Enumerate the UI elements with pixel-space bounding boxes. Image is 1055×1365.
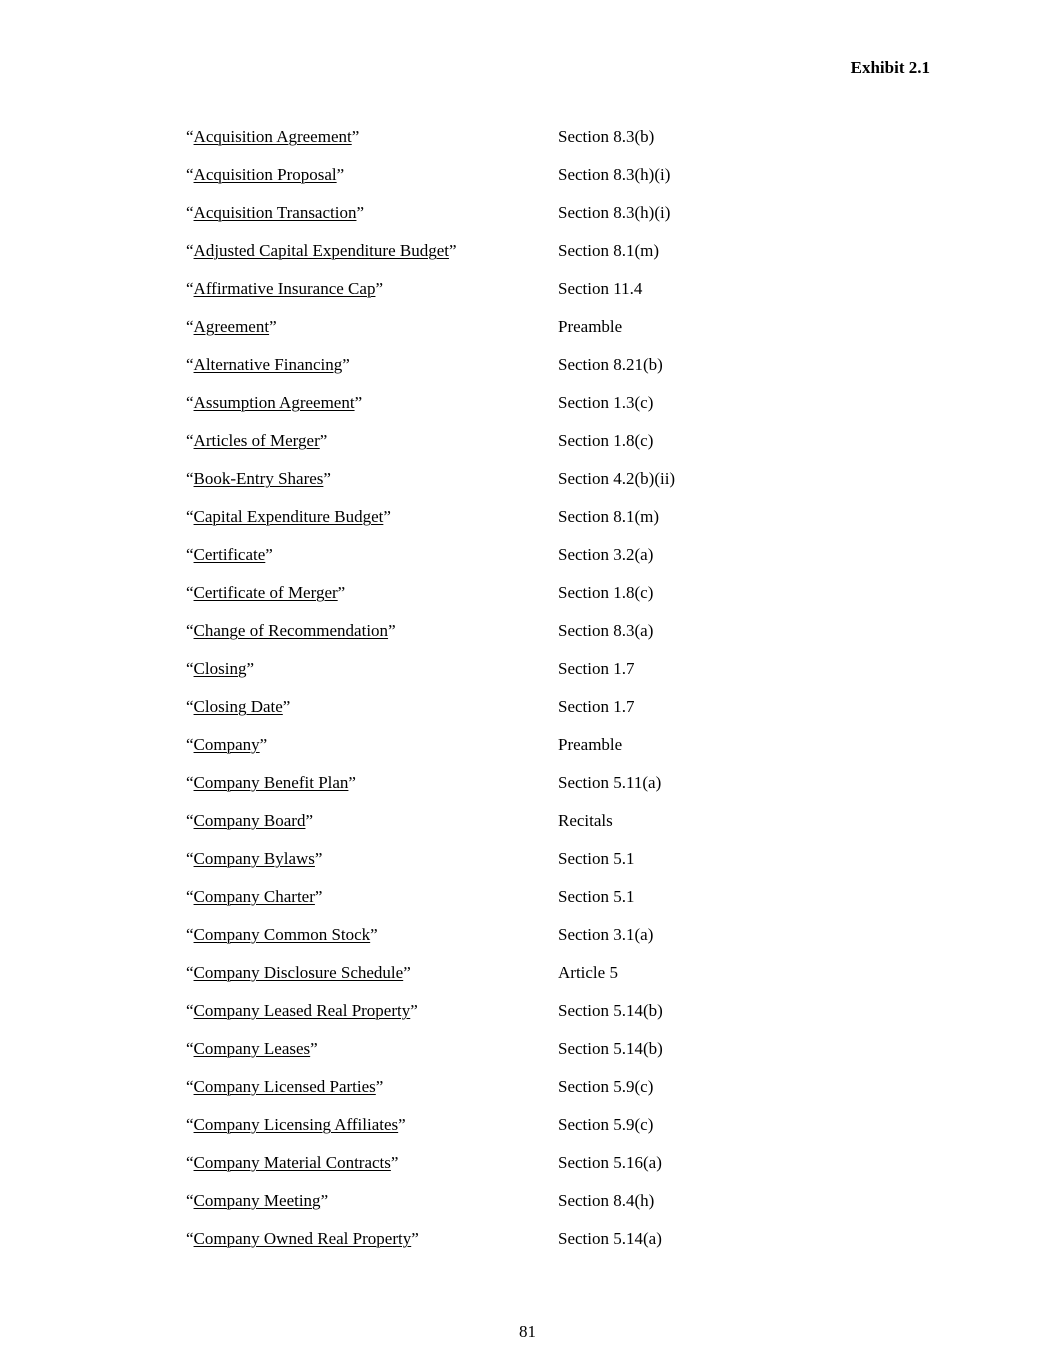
close-quote: ” [337, 583, 346, 602]
close-quote: ” [310, 1039, 318, 1058]
open-quote: “ [186, 1077, 194, 1096]
term-text: Company Common Stock [193, 925, 371, 944]
close-quote: ” [356, 203, 365, 222]
section-reference: Section 3.2(a) [558, 545, 654, 564]
open-quote: “ [186, 393, 194, 412]
close-quote: ” [383, 507, 391, 526]
open-quote: “ [186, 1115, 194, 1134]
open-quote: “ [186, 431, 194, 450]
term-row [186, 840, 886, 878]
term-text: Acquisition Agreement [193, 127, 352, 146]
term-row [186, 650, 886, 688]
defined-term [186, 581, 558, 605]
section-reference: Section 1.3(c) [558, 393, 654, 412]
section-reference: Preamble [558, 317, 623, 336]
close-quote: ” [246, 659, 254, 678]
close-quote: ” [448, 241, 457, 260]
section-reference: Section 11.4 [558, 279, 643, 298]
close-quote: ” [390, 1153, 399, 1172]
defined-term [186, 239, 558, 263]
section-reference: Section 8.3(h)(i) [558, 165, 671, 184]
term-text: Company Licensing Affiliates [193, 1115, 399, 1134]
term-row [186, 688, 886, 726]
defined-term [186, 1113, 558, 1137]
open-quote: “ [186, 621, 194, 640]
section-reference: Section 8.1(m) [558, 507, 660, 526]
term-text: Acquisition Proposal [193, 165, 337, 184]
defined-term [186, 1075, 558, 1099]
section-reference: Section 4.2(b)(ii) [558, 469, 676, 488]
close-quote: ” [323, 469, 331, 488]
section-reference: Section 1.7 [558, 697, 635, 716]
term-text: Alternative Financing [193, 355, 343, 374]
defined-term [186, 1151, 558, 1175]
open-quote: “ [186, 127, 194, 146]
term-text: Adjusted Capital Expenditure Budget [193, 241, 449, 260]
defined-term [186, 315, 558, 339]
section-reference: Section 5.14(b) [558, 1039, 663, 1058]
defined-term [186, 1227, 558, 1251]
close-quote: ” [265, 545, 273, 564]
term-row [186, 612, 886, 650]
term-row [186, 384, 886, 422]
term-text: Company Owned Real Property [193, 1229, 412, 1248]
term-row [186, 460, 886, 498]
term-row [186, 270, 886, 308]
open-quote: “ [186, 697, 194, 716]
close-quote: ” [375, 279, 383, 298]
term-text: Change of Recommendation [193, 621, 389, 640]
open-quote: “ [186, 659, 194, 678]
defined-terms-index [186, 118, 886, 1258]
open-quote: “ [186, 469, 194, 488]
term-row [186, 916, 886, 954]
open-quote: “ [186, 811, 194, 830]
open-quote: “ [186, 773, 194, 792]
open-quote: “ [186, 849, 194, 868]
section-reference: Section 1.8(c) [558, 431, 654, 450]
close-quote: ” [351, 127, 360, 146]
open-quote: “ [186, 1039, 194, 1058]
section-reference: Section 5.14(b) [558, 1001, 663, 1020]
open-quote: “ [186, 317, 194, 336]
open-quote: “ [186, 735, 194, 754]
defined-term [186, 1189, 558, 1213]
close-quote: ” [342, 355, 350, 374]
term-text: Capital Expenditure Budget [193, 507, 384, 526]
term-row [186, 232, 886, 270]
section-reference: Section 8.21(b) [558, 355, 663, 374]
close-quote: ” [269, 317, 277, 336]
term-row [186, 992, 886, 1030]
section-reference: Section 5.14(a) [558, 1229, 662, 1248]
defined-term [186, 163, 558, 187]
section-reference: Section 5.1 [558, 887, 635, 906]
section-reference: Section 1.7 [558, 659, 635, 678]
term-text: Company Charter [193, 887, 315, 906]
term-text: Certificate of Merger [193, 583, 338, 602]
defined-term [186, 429, 558, 453]
open-quote: “ [186, 241, 194, 260]
section-reference: Article 5 [558, 963, 618, 982]
close-quote: ” [305, 811, 313, 830]
close-quote: ” [336, 165, 345, 184]
defined-term [186, 125, 558, 149]
term-row [186, 802, 886, 840]
defined-term [186, 923, 558, 947]
defined-term [186, 619, 558, 643]
open-quote: “ [186, 1229, 194, 1248]
term-row [186, 156, 886, 194]
close-quote: ” [282, 697, 291, 716]
term-text: Company Disclosure Schedule [193, 963, 404, 982]
defined-term [186, 657, 558, 681]
term-row [186, 1068, 886, 1106]
open-quote: “ [186, 545, 194, 564]
open-quote: “ [186, 1001, 194, 1020]
close-quote: ” [320, 1191, 329, 1210]
term-text: Company Material Contracts [193, 1153, 391, 1172]
defined-term [186, 201, 558, 225]
close-quote: ” [403, 963, 411, 982]
defined-term [186, 771, 558, 795]
section-reference: Preamble [558, 735, 623, 754]
open-quote: “ [186, 925, 194, 944]
term-row [186, 1182, 886, 1220]
open-quote: “ [186, 165, 194, 184]
term-row [186, 954, 886, 992]
term-text: Company Meeting [193, 1191, 321, 1210]
section-reference: Section 5.1 [558, 849, 635, 868]
term-text: Company Leased Real Property [193, 1001, 411, 1020]
section-reference: Section 8.1(m) [558, 241, 660, 260]
term-row [186, 1030, 886, 1068]
defined-term [186, 277, 558, 301]
section-reference: Section 5.9(c) [558, 1115, 654, 1134]
defined-term [186, 543, 558, 567]
term-text: Book-Entry Shares [193, 469, 324, 488]
open-quote: “ [186, 963, 194, 982]
defined-term [186, 467, 558, 491]
section-reference: Section 8.3(a) [558, 621, 654, 640]
defined-term [186, 695, 558, 719]
section-reference: Section 8.4(h) [558, 1191, 655, 1210]
close-quote: ” [398, 1115, 406, 1134]
term-row [186, 346, 886, 384]
open-quote: “ [186, 1153, 194, 1172]
term-text: Agreement [193, 317, 270, 336]
term-row [186, 118, 886, 156]
close-quote: ” [259, 735, 268, 754]
close-quote: ” [411, 1229, 419, 1248]
term-row [186, 308, 886, 346]
term-text: Acquisition Transaction [193, 203, 357, 222]
section-reference: Section 8.3(h)(i) [558, 203, 671, 222]
term-text: Company Benefit Plan [193, 773, 349, 792]
section-reference: Section 1.8(c) [558, 583, 654, 602]
defined-term [186, 847, 558, 871]
term-text: Company Leases [193, 1039, 311, 1058]
section-reference: Section 5.16(a) [558, 1153, 662, 1172]
open-quote: “ [186, 887, 194, 906]
term-text: Closing [193, 659, 247, 678]
section-reference: Recitals [558, 811, 613, 830]
term-row [186, 1106, 886, 1144]
close-quote: ” [388, 621, 396, 640]
term-row [186, 1144, 886, 1182]
close-quote: ” [354, 393, 363, 412]
defined-term [186, 999, 558, 1023]
term-row [186, 498, 886, 536]
close-quote: ” [348, 773, 356, 792]
term-row [186, 422, 886, 460]
close-quote: ” [410, 1001, 418, 1020]
close-quote: ” [370, 925, 378, 944]
term-row [186, 764, 886, 802]
section-reference: Section 8.3(b) [558, 127, 655, 146]
defined-term [186, 391, 558, 415]
term-text: Closing Date [193, 697, 283, 716]
close-quote: ” [314, 849, 323, 868]
term-text: Assumption Agreement [193, 393, 355, 412]
open-quote: “ [186, 279, 194, 298]
defined-term [186, 353, 558, 377]
term-text: Company Licensed Parties [193, 1077, 376, 1096]
section-reference: Section 5.11(a) [558, 773, 662, 792]
section-reference: Section 5.9(c) [558, 1077, 654, 1096]
open-quote: “ [186, 1191, 194, 1210]
term-row [186, 194, 886, 232]
defined-term [186, 505, 558, 529]
term-text: Company Bylaws [193, 849, 315, 868]
term-row [186, 878, 886, 916]
defined-term [186, 961, 558, 985]
close-quote: ” [319, 431, 328, 450]
term-text: Certificate [193, 545, 266, 564]
section-reference: Section 3.1(a) [558, 925, 654, 944]
close-quote: ” [375, 1077, 384, 1096]
term-text: Affirmative Insurance Cap [193, 279, 376, 298]
close-quote: ” [314, 887, 323, 906]
defined-term [186, 1037, 558, 1061]
defined-term [186, 885, 558, 909]
exhibit-label: Exhibit 2.1 [850, 58, 930, 77]
term-row [186, 1220, 886, 1258]
page-number: 81 [519, 1322, 536, 1341]
term-row [186, 726, 886, 764]
open-quote: “ [186, 355, 194, 374]
term-row [186, 536, 886, 574]
term-text: Company [193, 735, 260, 754]
open-quote: “ [186, 507, 194, 526]
term-row [186, 574, 886, 612]
defined-term [186, 733, 558, 757]
open-quote: “ [186, 203, 194, 222]
term-text: Articles of Merger [193, 431, 320, 450]
open-quote: “ [186, 583, 194, 602]
term-text: Company Board [193, 811, 306, 830]
defined-term [186, 809, 558, 833]
